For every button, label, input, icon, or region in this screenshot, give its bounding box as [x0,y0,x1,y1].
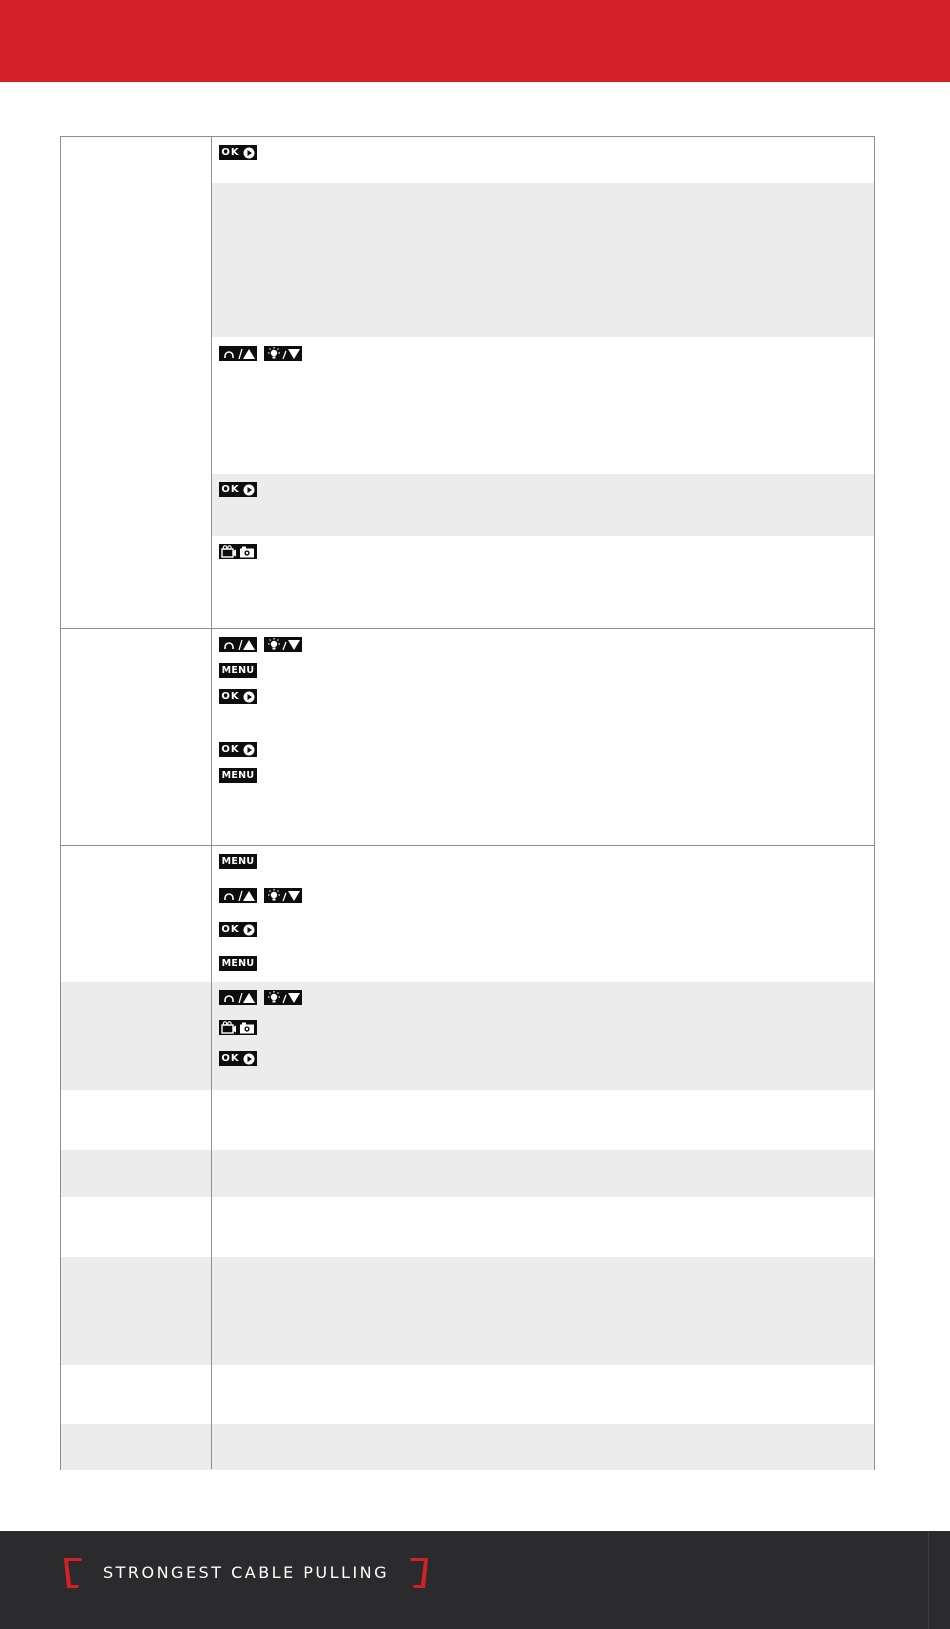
ok-play-button-icon: OK [219,1051,257,1066]
table-row-divider [61,845,874,846]
control-table [60,136,875,1470]
light-down-button-icon [264,990,302,1005]
tagline-text: STRONGEST CABLE PULLING [102,1563,390,1582]
table-row-shade [212,474,874,536]
rotate-up-button-icon [219,990,257,1005]
footer-bar [0,1531,950,1629]
rotate-up-button-icon [219,637,257,652]
ok-play-button-icon: OK [219,742,257,757]
menu-button-icon: MENU [219,663,257,678]
video-photo-button-icon [219,544,257,559]
table-row-shade [61,1150,874,1197]
rotate-up-button-icon [219,888,257,903]
ok-play-button-icon: OK [219,922,257,937]
header-band [0,0,950,82]
table-column-divider [211,137,212,1469]
menu-button-icon: MENU [219,956,257,971]
light-down-button-icon [264,888,302,903]
footer-divider [928,1531,929,1629]
right-bracket-icon [410,1558,432,1588]
left-bracket-icon [60,1558,82,1588]
table-row-shade [212,183,874,337]
ok-play-button-icon: OK [219,689,257,704]
table-row-shade [61,1424,874,1470]
menu-button-icon: MENU [219,854,257,869]
brand-tagline [60,1558,432,1588]
menu-button-icon: MENU [219,768,257,783]
ok-play-button-icon: OK [219,145,257,160]
table-row-shade [61,982,874,1090]
table-row-shade [61,1257,874,1365]
table-row-divider [61,628,874,629]
video-photo-button-icon [219,1020,257,1035]
rotate-up-button-icon [219,346,257,361]
ok-play-button-icon: OK [219,482,257,497]
light-down-button-icon [264,346,302,361]
light-down-button-icon [264,637,302,652]
